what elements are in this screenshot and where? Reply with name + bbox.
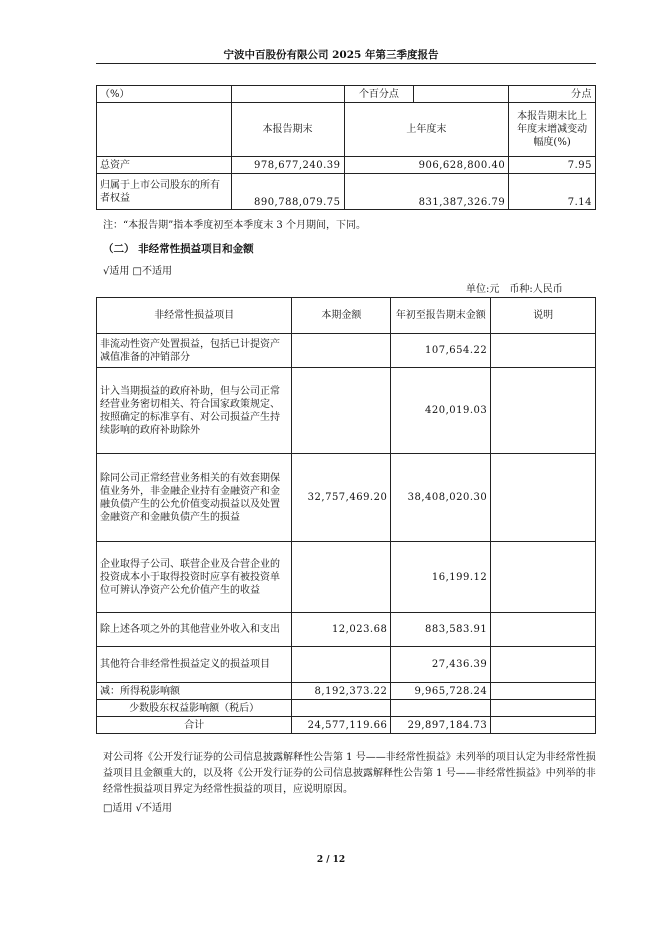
current-amount <box>292 368 391 454</box>
table-header-row <box>97 103 596 157</box>
remark <box>491 700 596 717</box>
table-row <box>97 334 596 368</box>
ytd-amount <box>391 700 491 717</box>
column-header: 上年度末 <box>344 103 509 157</box>
ytd-amount: 420,019.03 <box>391 368 491 454</box>
item-label: 计入当期损益的政府补助，但与公司正常经营业务密切相关、符合国家政策规定、按照确定的标准享有、对公司损益产生持续影响的政府补助除外 <box>97 368 292 454</box>
remark <box>491 647 596 683</box>
current-amount: 8,192,373.22 <box>292 683 391 700</box>
ytd-amount: 38,408,020.30 <box>391 454 491 542</box>
table-row <box>97 647 596 683</box>
table-row <box>97 454 596 542</box>
column-header: 本期金额 <box>292 298 391 334</box>
change-value: 7.14 <box>509 174 596 210</box>
ytd-amount: 107,654.22 <box>391 334 491 368</box>
section-title: （二） 非经常性损益项目和金额 <box>103 243 254 255</box>
explanation-paragraph: 对公司将《公开发行证券的公司信息披露解释性公告第 1 号——非经常性损益》未列举的项目认定为非经常性损益项目且金额重大的，以及将《公开发行证券的公司信息披露解释性公告第 1 号——非经常性损益》中列举的非经常性损益项目界定为经常性损益的项目，应说明原因。 <box>103 752 596 795</box>
table-header-row <box>97 298 596 334</box>
ytd-amount: 27,436.39 <box>391 647 491 683</box>
table-row <box>97 683 596 700</box>
prior-value: 906,628,800.40 <box>344 157 509 174</box>
current-amount <box>292 700 391 717</box>
current-amount <box>292 647 391 683</box>
table-row <box>97 613 596 647</box>
remark <box>491 613 596 647</box>
table-row <box>97 157 596 174</box>
applicability-options-2: □适用 √不适用 <box>103 803 172 814</box>
ytd-amount: 29,897,184.73 <box>391 717 491 734</box>
column-header: 说明 <box>491 298 596 334</box>
table-row <box>97 368 596 454</box>
current-amount: 32,757,469.20 <box>292 454 391 542</box>
table-row <box>97 174 596 210</box>
current-amount: 12,023.68 <box>292 613 391 647</box>
remark <box>491 334 596 368</box>
item-label: 少数股东权益影响额（税后） <box>97 700 292 717</box>
currency-unit: 单位:元 币种:人民币 <box>466 284 563 295</box>
applicability-options: √适用 □不适用 <box>103 266 172 277</box>
current-amount: 24,577,119.66 <box>292 717 391 734</box>
item-label: 非流动性资产处置损益，包括已计提资产减值准备的冲销部分 <box>97 334 292 368</box>
header-divider <box>96 63 596 64</box>
page-number: 2 / 12 <box>316 855 346 865</box>
remark <box>491 368 596 454</box>
prior-value: 831,387,326.79 <box>344 174 509 210</box>
current-value: 890,788,079.75 <box>231 174 344 210</box>
item-label: 减：所得税影响额 <box>97 683 292 700</box>
key-financial-table <box>96 85 596 210</box>
ytd-amount: 883,583.91 <box>391 613 491 647</box>
table-cell: （%） <box>97 86 232 103</box>
table-cell: 个百分点 <box>344 86 414 103</box>
remark <box>491 454 596 542</box>
table-cell: 分点 <box>509 86 596 103</box>
item-label: 除上述各项之外的其他营业外收入和支出 <box>97 613 292 647</box>
item-label: 企业取得子公司、联营企业及合营企业的投资成本小于取得投资时应享有被投资单位可辨认净资产公允价值产生的收益 <box>97 542 292 613</box>
table-cell <box>414 86 509 103</box>
column-header: 本报告期末比上年度末增减变动幅度(%) <box>509 103 596 157</box>
column-header: 非经常性损益项目 <box>97 298 292 334</box>
item-label: 除同公司正常经营业务相关的有效套期保值业务外，非金融企业持有金融资产和金融负债产生的公允价值变动损益以及处置金融资产和金融负债产生的损益 <box>97 454 292 542</box>
remark <box>491 683 596 700</box>
row-label: 总资产 <box>97 157 232 174</box>
table-row <box>97 717 596 734</box>
change-value: 7.95 <box>509 157 596 174</box>
item-label: 合计 <box>97 717 292 734</box>
table-row <box>97 86 596 103</box>
non-recurring-items-table <box>96 297 596 734</box>
column-header: 本报告期末 <box>231 103 344 157</box>
table-row <box>97 542 596 613</box>
item-label: 其他符合非经常性损益定义的损益项目 <box>97 647 292 683</box>
ytd-amount: 9,965,728.24 <box>391 683 491 700</box>
remark <box>491 717 596 734</box>
ytd-amount: 16,199.12 <box>391 542 491 613</box>
table-row <box>97 700 596 717</box>
column-header <box>97 103 232 157</box>
current-amount <box>292 542 391 613</box>
report-header: 宁波中百股份有限公司 2025 年第三季度报告 <box>223 49 439 61</box>
remark <box>491 542 596 613</box>
current-value: 978,677,240.39 <box>231 157 344 174</box>
column-header: 年初至报告期末金额 <box>391 298 491 334</box>
table-note: 注：“本报告期”指本季度初至本季度末 3 个月期间，下同。 <box>103 220 366 231</box>
table-cell <box>231 86 344 103</box>
current-amount <box>292 334 391 368</box>
row-label: 归属于上市公司股东的所有者权益 <box>97 174 232 210</box>
